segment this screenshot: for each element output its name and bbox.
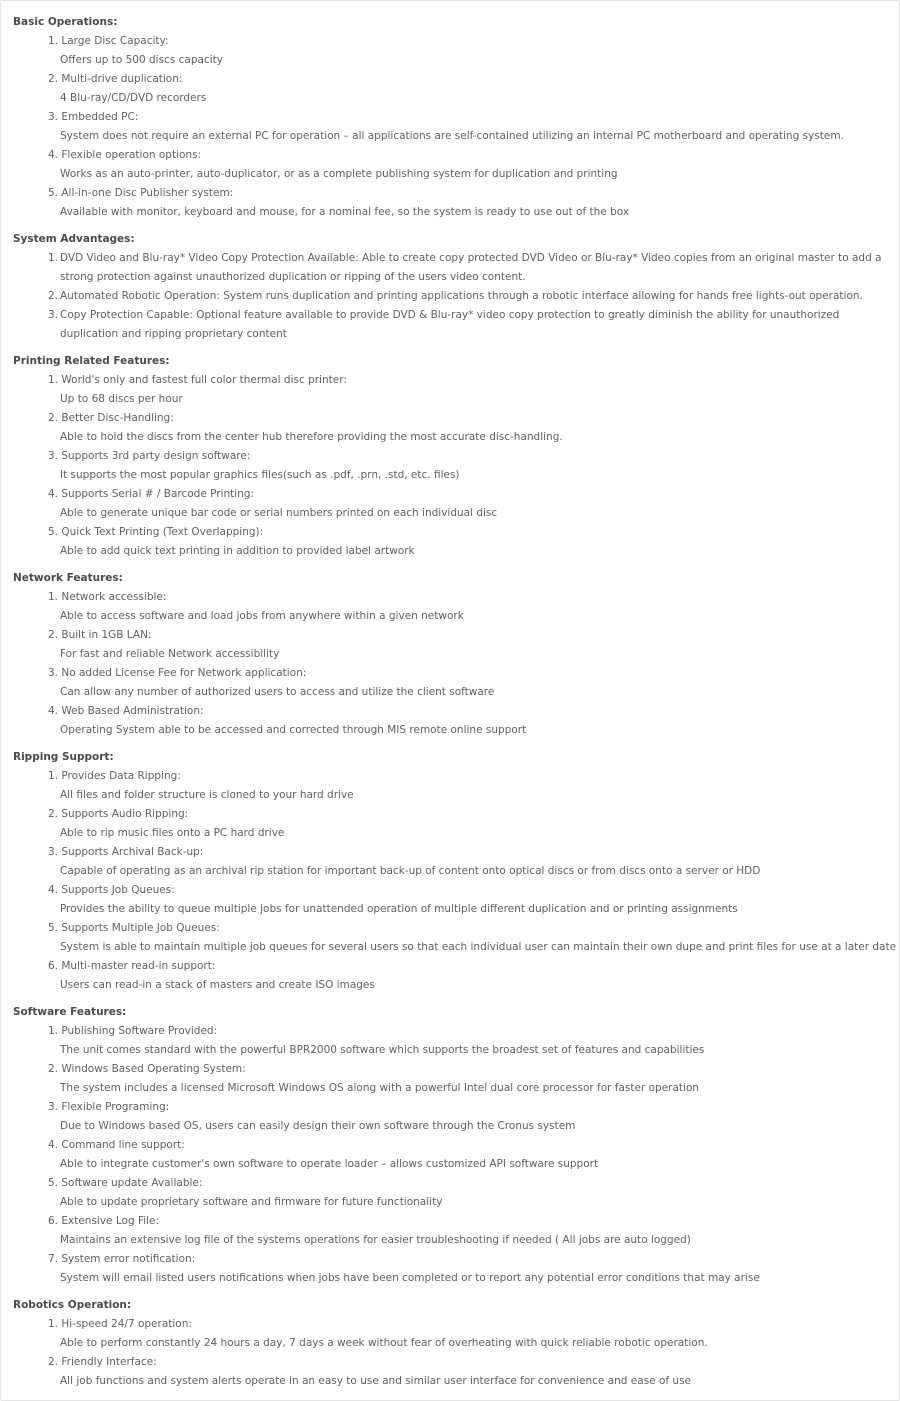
feature-section [13,748,897,995]
feature-section [13,352,893,561]
list-item-heading [13,919,893,938]
list-item-description: Able to rip music files onto a PC hard drive [60,827,285,839]
list-item-label: Friendly Interface: [61,1356,157,1368]
list-item-description: System will email listed users notifications when jobs have been completed or to report any potential error conditions that may arise [60,1272,760,1284]
list-item-heading [13,409,893,428]
list-item-number: 3. [48,846,59,858]
list-item-number: 1. [48,252,59,264]
list-item-heading [13,108,893,127]
list-item-description: The system includes a licensed Microsoft Windows OS along with a powerful Intel dual core processor for faster operation [60,1082,700,1094]
list-item-heading [13,957,893,976]
list-item-label: Supports Serial # / Barcode Printing: [61,488,255,500]
list-item-number: 6. [48,960,59,972]
list-item-heading [13,1136,893,1155]
list-item-heading [13,485,893,504]
list-item-label: Network accessible: [61,591,167,603]
list-item-description: All job functions and system alerts operate in an easy to use and similar user interface for convenience and ease of use [60,1375,692,1387]
list-item-number: 2. [48,629,59,641]
list-item-description: All files and folder structure is cloned to your hard drive [60,789,354,801]
list-item-description: It supports the most popular graphics files(such as .pdf, .prn, .std, etc. files) [60,469,460,481]
list-item-heading [13,1098,893,1117]
list-item-description: System is able to maintain multiple job queues for several users so that each individual user can maintain their own dupe and print files for use at a later date [60,941,897,953]
list-item-label: Supports Multiple Job Queues: [61,922,220,934]
list-item-label: Embedded PC: [61,111,139,123]
list-item-description: The unit comes standard with the powerful BPR2000 software which supports the broadest set of features and capabilities [60,1044,705,1056]
list-item-label: Command line support: [61,1139,185,1151]
list-item-description: Users can read-in a stack of masters and create ISO images [60,979,375,991]
list-item-heading [13,523,893,542]
list-item-heading [13,1353,893,1372]
list-item-description: Maintains an extensive log file of the systems operations for easier troubleshooting if needed ( All jobs are auto logged) [60,1234,691,1246]
list-item-description: Capable of operating as an archival rip station for important back-up of content onto optical discs or from discs onto a server or HDD [60,865,761,877]
list-item-description: Offers up to 500 discs capacity [60,54,223,66]
list-item-description: Works as an auto-printer, auto-duplicator, or as a complete publishing system for duplication and printing [60,168,618,180]
list-item-heading [13,664,893,683]
list-item-label: System error notification: [61,1253,196,1265]
list-item-heading [13,371,893,390]
list-item-description: Up to 68 discs per hour [60,393,183,405]
list-item-label: Extensive Log File: [61,1215,160,1227]
list-item-text: Automated Robotic Operation: System runs duplication and printing applications through a robotic interface allowing for hands free lights-out operation. [60,290,863,302]
feature-list [13,13,897,1399]
section-title: Robotics Operation: [13,1299,132,1311]
list-item-text: Copy Protection Capable: Optional feature available to provide DVD & Blu-ray* video copy protection to greatly diminish the ability for unauthorized duplication and ripping proprietary content [60,309,840,340]
list-item [13,249,893,287]
list-item-label: Better Disc-Handling: [61,412,174,424]
list-item-number: 1. [48,374,59,386]
list-item-description: Able to hold the discs from the center hub therefore providing the most accurate disc-handling. [60,431,563,443]
list-item-label: Flexible Programing: [61,1101,170,1113]
list-item-label: Hi-speed 24/7 operation: [61,1318,192,1330]
list-item-number: 2. [48,290,59,302]
list-item-heading [13,702,893,721]
list-item-description: Able to add quick text printing in addition to provided label artwork [60,545,415,557]
list-item-heading [13,881,893,900]
list-item-number: 5. [48,922,59,934]
list-item-heading [13,146,893,165]
list-item-label: Supports 3rd party design software: [61,450,251,462]
list-item-description: Due to Windows based OS, users can easily design their own software through the Cronus system [60,1120,576,1132]
list-item-label: Web Based Administration: [61,705,204,717]
list-item-number: 1. [48,1025,59,1037]
list-item-number: 1. [48,591,59,603]
list-item-heading [13,1174,893,1193]
list-item-heading [13,1022,893,1041]
list-item-label: Flexible operation options: [61,149,202,161]
list-item-number: 4. [48,705,59,717]
list-item-label: Provides Data Ripping: [61,770,181,782]
list-item-heading [13,1315,893,1334]
list-item-number: 1. [48,35,59,47]
feature-section [13,1296,893,1391]
feature-section [13,230,893,344]
list-item-description: Able to perform constantly 24 hours a day, 7 days a week without fear of overheating with quick reliable robotic operation. [60,1337,708,1349]
list-item-heading [13,805,893,824]
section-title: Network Features: [13,572,123,584]
list-item-number: 3. [48,450,59,462]
list-item-description: Provides the ability to queue multiple jobs for unattended operation of multiple different duplication and or printing assignments [60,903,738,915]
section-title: Ripping Support: [13,751,114,763]
list-item-number: 2. [48,1356,59,1368]
list-item-number: 1. [48,1318,59,1330]
list-item [13,306,893,344]
list-item-number: 4. [48,488,59,500]
section-title: Basic Operations: [13,16,118,28]
feature-section [13,1003,893,1288]
section-title: System Advantages: [13,233,135,245]
feature-section [13,569,893,740]
list-item-number: 4. [48,1139,59,1151]
list-item-description: System does not require an external PC for operation – all applications are self-contained utilizing an internal PC motherboard and operating system. [60,130,844,142]
list-item-description: 4 Blu-ray/CD/DVD recorders [60,92,207,104]
list-item-label: World's only and fastest full color thermal disc printer: [61,374,347,386]
list-item-number: 3. [48,309,59,321]
list-item-label: All-in-one Disc Publisher system: [61,187,234,199]
list-item-label: No added License Fee for Network application: [61,667,307,679]
list-item-description: Able to generate unique bar code or serial numbers printed on each individual disc [60,507,498,519]
section-title: Software Features: [13,1006,127,1018]
list-item-heading [13,447,893,466]
list-item-number: 2. [48,73,59,85]
list-item-number: 4. [48,149,59,161]
list-item-number: 3. [48,111,59,123]
list-item-number: 5. [48,526,59,538]
list-item-label: Large Disc Capacity: [61,35,169,47]
list-item-label: Supports Archival Back-up: [61,846,204,858]
list-item-number: 2. [48,412,59,424]
list-item-description: Available with monitor, keyboard and mouse, for a nominal fee, so the system is ready to use out of the box [60,206,630,218]
list-item-heading [13,32,893,51]
list-item-heading [13,767,893,786]
list-item-label: Software update Available: [61,1177,203,1189]
list-item-heading [13,626,893,645]
list-item-heading [13,1250,893,1269]
list-item-description: Can allow any number of authorized users to access and utilize the client software [60,686,495,698]
list-item-number: 2. [48,808,59,820]
list-item-label: Quick Text Printing (Text Overlapping): [61,526,264,538]
list-item-description: Able to integrate customer's own software to operate loader – allows customized API software support [60,1158,599,1170]
list-item-heading [13,843,893,862]
list-item-number: 4. [48,884,59,896]
list-item-description: Operating System able to be accessed and corrected through MIS remote online support [60,724,527,736]
list-item-number: 5. [48,187,59,199]
list-item-heading [13,1212,893,1231]
list-item-label: Publishing Software Provided: [61,1025,218,1037]
section-title: Printing Related Features: [13,355,170,367]
list-item-number: 2. [48,1063,59,1075]
list-item-number: 3. [48,667,59,679]
list-item-number: 7. [48,1253,59,1265]
list-item-label: Windows Based Operating System: [61,1063,246,1075]
feature-section [13,13,893,222]
list-item [13,287,893,306]
list-item-description: Able to update proprietary software and firmware for future functionality [60,1196,443,1208]
list-item-label: Built in 1GB LAN: [61,629,152,641]
list-item-number: 5. [48,1177,59,1189]
list-item-label: Supports Job Queues: [61,884,175,896]
list-item-number: 1. [48,770,59,782]
list-item-heading [13,70,893,89]
list-item-description: Able to access software and load jobs from anywhere within a given network [60,610,464,622]
list-item-number: 3. [48,1101,59,1113]
list-item-label: Multi-master read-in support: [61,960,216,972]
list-item-label: Supports Audio Ripping: [61,808,189,820]
list-item-description: For fast and reliable Network accessibility [60,648,280,660]
list-item-heading [13,1060,893,1079]
list-item-label: Multi-drive duplication: [61,73,183,85]
list-item-heading [13,184,893,203]
list-item-heading [13,588,893,607]
list-item-text: DVD Video and Blu-ray* Video Copy Protection Available: Able to create copy protected DVD Video or Blu-ray* Video copies from an original master to add a strong protection against unauthorized duplication or ripping of the users video content. [60,252,882,283]
list-item-number: 6. [48,1215,59,1227]
